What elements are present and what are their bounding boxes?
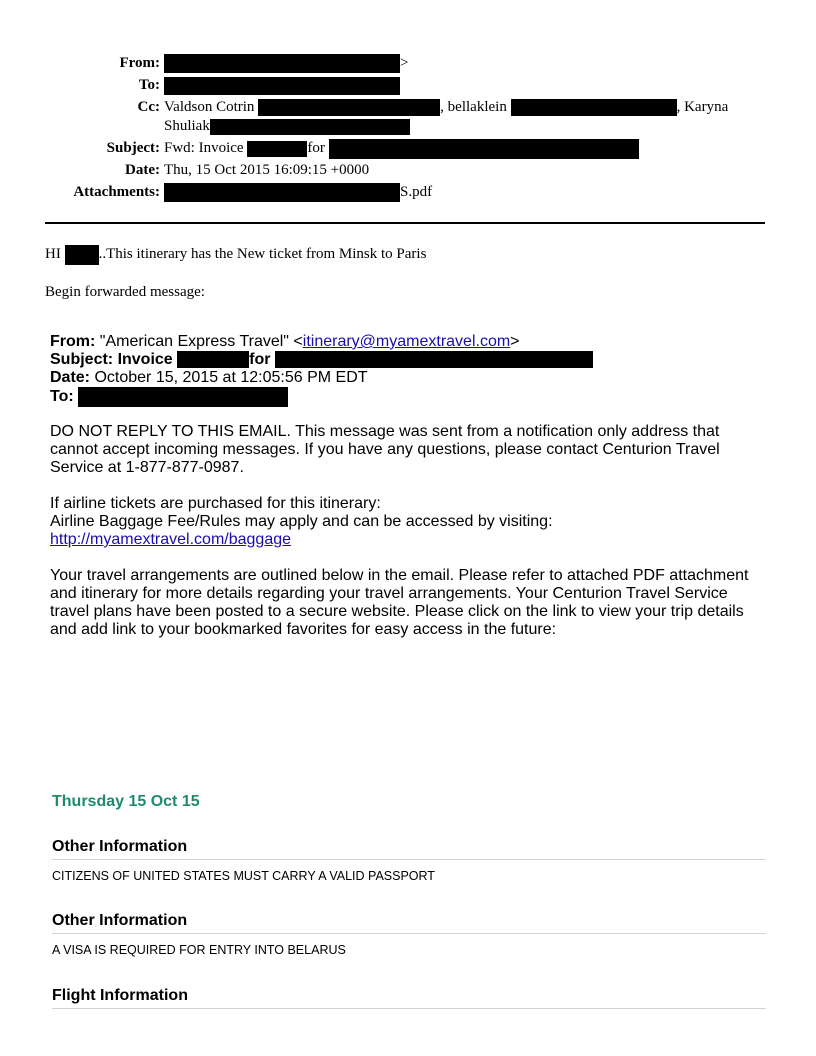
section-title: Other Information	[52, 838, 766, 860]
baggage-paragraph	[50, 495, 770, 549]
greeting-line	[45, 244, 426, 265]
header-divider	[45, 222, 765, 224]
fwd-subject-line	[50, 351, 593, 369]
fwd-date-label: Date:	[50, 369, 91, 386]
date-value: Thu, 15 Oct 2015 16:09:15 +0000	[164, 162, 370, 178]
cc-name: Valdson Cotrin	[164, 99, 255, 115]
attachments-label: Attachments:	[73, 184, 160, 200]
section-body: A VISA IS REQUIRED FOR ENTRY INTO BELARUS	[52, 943, 346, 957]
redaction-block	[210, 119, 410, 135]
fwd-from-line	[50, 333, 520, 351]
redaction-block	[65, 245, 99, 265]
date-label: Date:	[125, 162, 160, 178]
fwd-from-label: From:	[50, 333, 96, 350]
baggage-line-2: Airline Baggage Fee/Rules may apply and can be accessed by visiting:	[50, 513, 553, 530]
redaction-block	[329, 139, 639, 159]
greeting-text: ..This itinerary has the New ticket from Minsk to Paris	[98, 246, 427, 262]
cc-label: Cc:	[137, 99, 160, 115]
fwd-from-email-link[interactable]: itinerary@myamextravel.com	[302, 333, 511, 350]
redaction-block	[164, 54, 400, 73]
cc-separator: , bellaklein	[440, 99, 507, 115]
from-value	[164, 53, 408, 73]
redaction-block	[275, 351, 593, 368]
baggage-line-1: If airline tickets are purchased for this itinerary:	[50, 495, 381, 512]
fwd-from-close: >	[510, 333, 520, 350]
subject-label: Subject:	[106, 140, 160, 156]
cc-separator: , Karyna	[676, 99, 729, 115]
fwd-to-line	[50, 387, 288, 407]
fwd-date-value: October 15, 2015 at 12:05:56 PM EDT	[94, 369, 368, 386]
redaction-block	[164, 183, 400, 202]
redaction-block	[177, 351, 249, 368]
to-value	[164, 75, 400, 95]
redaction-block	[258, 99, 440, 116]
attachment-value[interactable]	[164, 182, 432, 202]
from-suffix: >	[400, 55, 409, 71]
subject-for: for	[307, 140, 325, 156]
itinerary-date-heading: Thursday 15 Oct 15	[52, 793, 200, 810]
greeting-prefix: HI	[45, 246, 61, 262]
subject-prefix: Fwd: Invoice	[164, 140, 244, 156]
to-label: To:	[138, 77, 160, 93]
redaction-block	[78, 387, 288, 407]
redaction-block	[511, 99, 677, 116]
cc-name: Shuliak	[164, 118, 210, 134]
from-label: From:	[119, 55, 160, 71]
attachment-suffix: S.pdf	[400, 184, 433, 200]
notice-paragraph: DO NOT REPLY TO THIS EMAIL. This message was sent from a notification only address that cannot accept incoming messages. If you have any questions, please contact Centurion Travel Service at 1-877-877-0987.	[50, 423, 720, 476]
fwd-date-line	[50, 369, 368, 387]
section-title: Other Information	[52, 912, 766, 934]
baggage-link[interactable]: http://myamextravel.com/baggage	[50, 531, 292, 548]
subject-value	[164, 138, 639, 159]
section-body: CITIZENS OF UNITED STATES MUST CARRY A VALID PASSPORT	[52, 869, 435, 883]
fwd-to-label: To:	[50, 388, 74, 406]
fwd-subject-for: for	[249, 351, 271, 368]
fwd-from-name: "American Express Travel" <	[99, 333, 303, 350]
forward-note: Begin forwarded message:	[45, 284, 205, 300]
arrangements-paragraph: Your travel arrangements are outlined below in the email. Please refer to attached PDF attachment and itinerary for more details regarding your travel arrangements. Your Centurion Travel Service travel plans have been posted to a secure website. Please click on the link to view your trip details and add link to your bookmarked favorites for easy access in the future:	[50, 567, 749, 638]
cc-value-line2	[164, 116, 410, 136]
redaction-block	[247, 141, 307, 157]
redaction-block	[164, 77, 400, 95]
fwd-subject-label: Subject: Invoice	[50, 351, 173, 368]
section-title: Flight Information	[52, 987, 766, 1009]
cc-value	[164, 97, 728, 117]
